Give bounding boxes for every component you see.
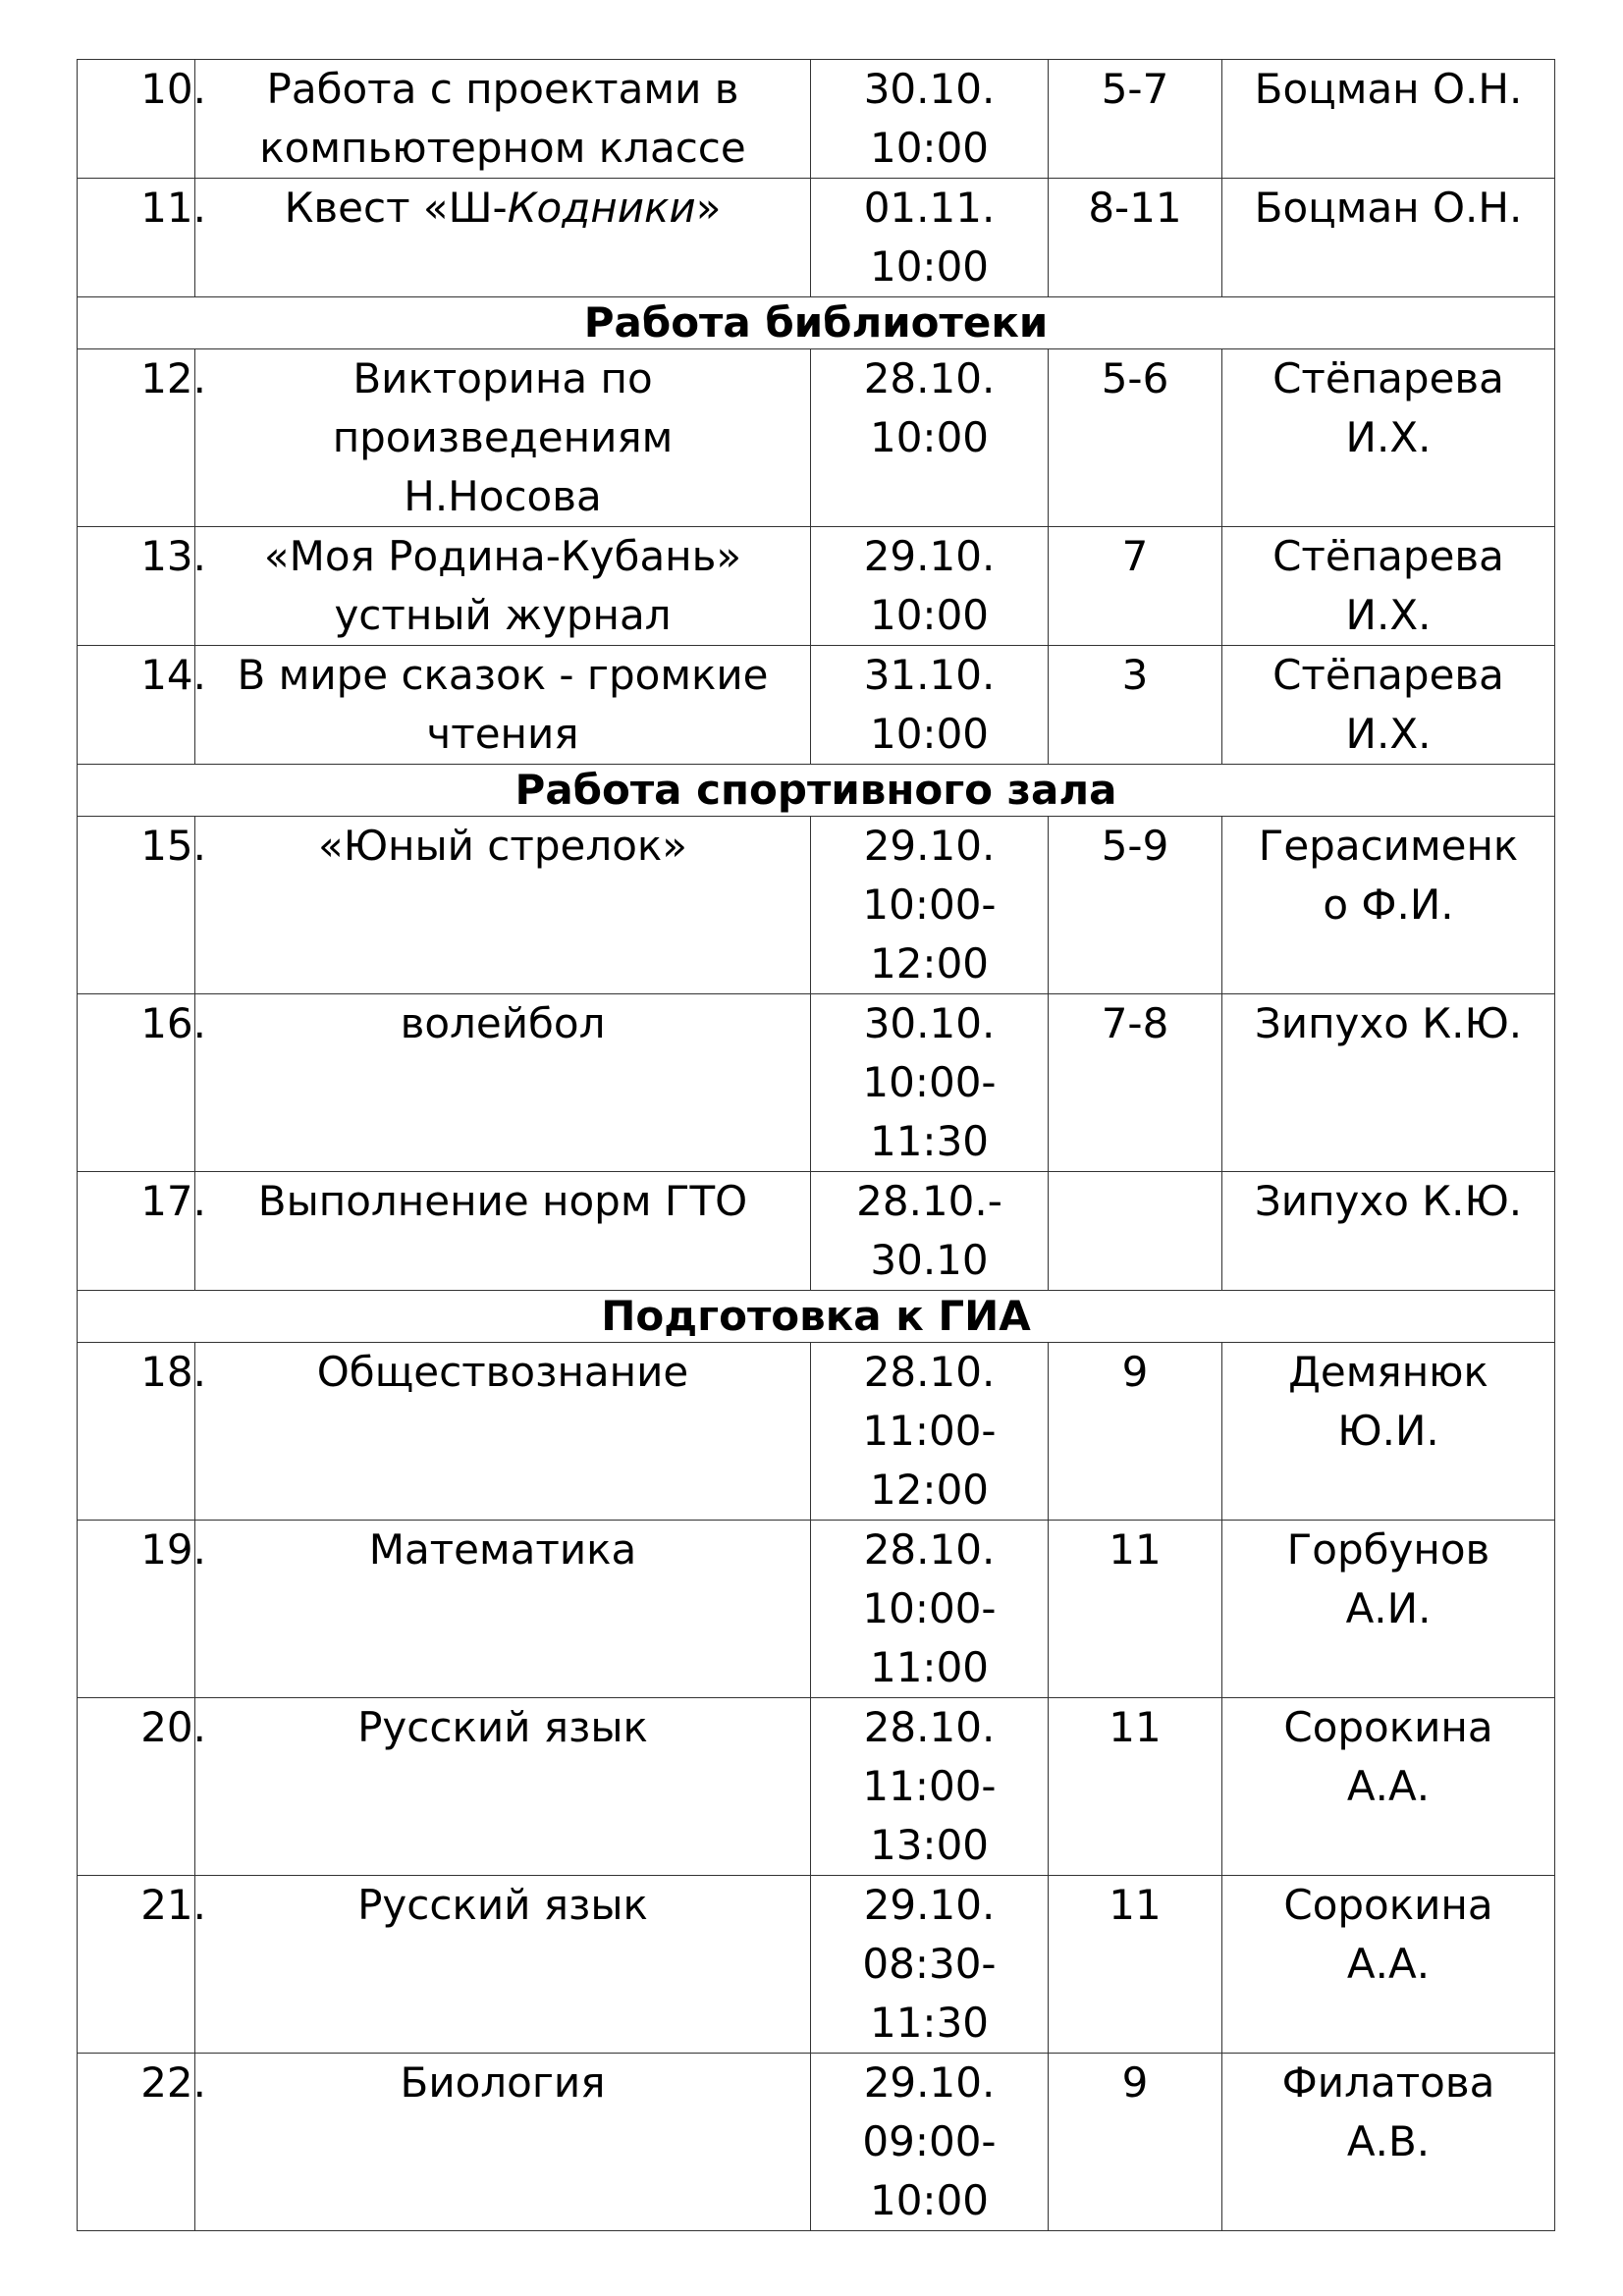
event-cell xyxy=(195,60,811,179)
responsible-cell xyxy=(1222,179,1555,297)
event-cell xyxy=(195,1698,811,1876)
row-number xyxy=(78,527,206,646)
event-italic: Кодники xyxy=(507,184,696,232)
event-cell xyxy=(195,1343,811,1521)
section-title: Работа библиотеки xyxy=(78,297,1555,349)
date-line: 10:00 xyxy=(869,413,990,461)
responsible-line: Сорокина xyxy=(1283,1881,1493,1929)
table-row xyxy=(78,527,1555,646)
responsible-line: Стёпарева xyxy=(1272,532,1504,580)
row-number-text: 22. xyxy=(140,2058,206,2107)
date-line: 11:00 xyxy=(869,1643,990,1691)
grade-cell: 9 xyxy=(1049,2054,1222,2231)
responsible-cell xyxy=(1222,60,1555,179)
section-header-row xyxy=(78,765,1555,817)
row-number-text: 13. xyxy=(140,532,206,580)
date-line: 29.10. xyxy=(863,822,996,870)
table-row xyxy=(78,817,1555,994)
responsible-cell xyxy=(1222,1876,1555,2054)
grade-cell: 5-7 xyxy=(1049,60,1222,179)
row-number xyxy=(78,1876,206,2054)
event-line: волейбол xyxy=(400,999,606,1047)
row-number-text: 19. xyxy=(140,1525,206,1574)
event-line: компьютерном классе xyxy=(259,124,746,172)
date-line: 30.10. xyxy=(863,999,996,1047)
responsible-line: Зипухо К.Ю. xyxy=(1254,1177,1523,1225)
date-line: 11:30 xyxy=(869,1999,990,2047)
table-row xyxy=(78,994,1555,1172)
event-line: Русский язык xyxy=(357,1703,648,1751)
date-line: 29.10. xyxy=(863,532,996,580)
grade-cell: 8-11 xyxy=(1049,179,1222,297)
grade-cell: 11 xyxy=(1049,1521,1222,1698)
responsible-line: Демянюк xyxy=(1288,1348,1488,1396)
row-number xyxy=(78,1698,206,1876)
date-line: 10:00 xyxy=(869,710,990,758)
event-cell xyxy=(195,1876,811,2054)
date-cell xyxy=(811,60,1049,179)
responsible-cell xyxy=(1222,646,1555,765)
row-number xyxy=(78,994,206,1172)
table-row xyxy=(78,1521,1555,1698)
section-header-row xyxy=(78,1291,1555,1343)
grade-cell: 5-9 xyxy=(1049,817,1222,994)
section-title: Работа спортивного зала xyxy=(78,765,1555,817)
date-line: 28.10.- xyxy=(856,1177,1002,1225)
date-line: 29.10. xyxy=(863,2058,996,2107)
row-number xyxy=(78,2054,206,2231)
date-line: 12:00 xyxy=(869,939,990,988)
responsible-cell xyxy=(1222,1343,1555,1521)
row-number-text: 14. xyxy=(140,651,206,699)
event-cell xyxy=(195,646,811,765)
date-cell xyxy=(811,1172,1049,1291)
event-line: устный журнал xyxy=(334,591,672,639)
date-line: 30.10. xyxy=(863,65,996,113)
date-cell xyxy=(811,1698,1049,1876)
row-number-text: 16. xyxy=(140,999,206,1047)
date-cell xyxy=(811,1521,1049,1698)
date-cell xyxy=(811,1876,1049,2054)
grade-cell: 3 xyxy=(1049,646,1222,765)
event-cell xyxy=(195,1521,811,1698)
table-row xyxy=(78,646,1555,765)
table-row xyxy=(78,1876,1555,2054)
responsible-cell xyxy=(1222,1698,1555,1876)
event-line xyxy=(195,179,810,238)
responsible-line: Боцман О.Н. xyxy=(1254,65,1523,113)
date-line: 10:00- xyxy=(862,1584,997,1632)
date-line: 29.10. xyxy=(863,1881,996,1929)
responsible-line: Сорокина xyxy=(1283,1703,1493,1751)
grade-cell: 7 xyxy=(1049,527,1222,646)
responsible-line: А.И. xyxy=(1345,1584,1432,1632)
date-line: 12:00 xyxy=(869,1466,990,1514)
row-number xyxy=(78,646,206,765)
grade-cell xyxy=(1049,1172,1222,1291)
event-line: Н.Носова xyxy=(404,472,602,520)
row-number xyxy=(78,1343,206,1521)
date-cell xyxy=(811,527,1049,646)
event-cell xyxy=(195,527,811,646)
event-line: В мире сказок - громкие xyxy=(237,651,769,699)
responsible-cell xyxy=(1222,2054,1555,2231)
row-number-text: 10. xyxy=(140,65,206,113)
section-title: Подготовка к ГИА xyxy=(78,1291,1555,1343)
date-cell xyxy=(811,817,1049,994)
responsible-line: Ю.И. xyxy=(1337,1407,1439,1455)
row-number-text: 11. xyxy=(140,184,206,232)
grade-cell: 11 xyxy=(1049,1698,1222,1876)
responsible-cell xyxy=(1222,1521,1555,1698)
event-line: чтения xyxy=(426,710,579,758)
schedule-table xyxy=(77,59,1555,2231)
event-line: Викторина по xyxy=(352,354,653,402)
event-prefix: Квест «Ш- xyxy=(284,184,508,232)
grade-cell: 7-8 xyxy=(1049,994,1222,1172)
date-cell xyxy=(811,2054,1049,2231)
event-cell xyxy=(195,2054,811,2231)
date-line: 10:00 xyxy=(869,242,990,291)
row-number-text: 17. xyxy=(140,1177,206,1225)
row-number xyxy=(78,349,206,527)
responsible-line: Герасименк xyxy=(1258,822,1519,870)
responsible-line: И.Х. xyxy=(1345,413,1432,461)
date-line: 28.10. xyxy=(863,1703,996,1751)
row-number xyxy=(78,1521,206,1698)
event-line: Биология xyxy=(400,2058,606,2107)
event-line: произведениям xyxy=(332,413,674,461)
responsible-cell xyxy=(1222,994,1555,1172)
responsible-line: И.Х. xyxy=(1345,591,1432,639)
table-row xyxy=(78,349,1555,527)
event-line: Обществознание xyxy=(316,1348,689,1396)
date-line: 30.10 xyxy=(870,1236,989,1284)
event-cell xyxy=(195,1172,811,1291)
responsible-line: Филатова xyxy=(1281,2058,1495,2107)
date-line: 11:00- xyxy=(862,1762,997,1810)
table-row xyxy=(78,2054,1555,2231)
grade-cell: 9 xyxy=(1049,1343,1222,1521)
event-line: «Юный стрелок» xyxy=(318,822,687,870)
schedule-body xyxy=(78,60,1555,2231)
responsible-line: А.А. xyxy=(1346,1762,1431,1810)
date-cell xyxy=(811,994,1049,1172)
row-number xyxy=(78,817,206,994)
date-line: 13:00 xyxy=(869,1821,990,1869)
date-line: 10:00- xyxy=(862,1058,997,1106)
date-line: 11:30 xyxy=(869,1117,990,1165)
responsible-line: А.А. xyxy=(1346,1940,1431,1988)
date-cell xyxy=(811,1343,1049,1521)
responsible-line: Стёпарева xyxy=(1272,651,1504,699)
event-line: Математика xyxy=(368,1525,637,1574)
event-cell xyxy=(195,994,811,1172)
responsible-line: Стёпарева xyxy=(1272,354,1504,402)
date-line: 31.10. xyxy=(863,651,996,699)
row-number-text: 20. xyxy=(140,1703,206,1751)
event-line: «Моя Родина-Кубань» xyxy=(263,532,742,580)
row-number xyxy=(78,60,206,179)
date-cell xyxy=(811,646,1049,765)
date-line: 01.11. xyxy=(863,184,996,232)
section-header-row xyxy=(78,297,1555,349)
date-line: 11:00- xyxy=(862,1407,997,1455)
event-suffix: » xyxy=(695,184,722,232)
responsible-line: Горбунов xyxy=(1286,1525,1490,1574)
responsible-line: Боцман О.Н. xyxy=(1254,184,1523,232)
row-number-text: 15. xyxy=(140,822,206,870)
event-line: Русский язык xyxy=(357,1881,648,1929)
row-number xyxy=(78,179,206,297)
grade-cell: 11 xyxy=(1049,1876,1222,2054)
responsible-line: Зипухо К.Ю. xyxy=(1254,999,1523,1047)
table-row xyxy=(78,179,1555,297)
date-line: 28.10. xyxy=(863,1525,996,1574)
row-number-text: 18. xyxy=(140,1348,206,1396)
responsible-cell xyxy=(1222,527,1555,646)
row-number-text: 21. xyxy=(140,1881,206,1929)
event-cell xyxy=(195,179,811,297)
responsible-line: И.Х. xyxy=(1345,710,1432,758)
responsible-cell xyxy=(1222,817,1555,994)
table-row xyxy=(78,1698,1555,1876)
date-line: 10:00 xyxy=(869,124,990,172)
date-line: 09:00- xyxy=(862,2117,997,2165)
date-cell xyxy=(811,349,1049,527)
date-cell xyxy=(811,179,1049,297)
row-number xyxy=(78,1172,206,1291)
date-line: 08:30- xyxy=(862,1940,997,1988)
date-line: 10:00- xyxy=(862,881,997,929)
responsible-line: о Ф.И. xyxy=(1323,881,1454,929)
date-line: 28.10. xyxy=(863,354,996,402)
date-line: 28.10. xyxy=(863,1348,996,1396)
event-line: Работа с проектами в xyxy=(266,65,739,113)
table-row xyxy=(78,1343,1555,1521)
event-cell xyxy=(195,817,811,994)
date-line: 10:00 xyxy=(869,2176,990,2224)
responsible-cell xyxy=(1222,349,1555,527)
table-row xyxy=(78,60,1555,179)
table-row xyxy=(78,1172,1555,1291)
event-cell xyxy=(195,349,811,527)
row-number-text: 12. xyxy=(140,354,206,402)
event-line: Выполнение норм ГТО xyxy=(257,1177,748,1225)
responsible-line: А.В. xyxy=(1346,2117,1431,2165)
date-line: 10:00 xyxy=(869,591,990,639)
responsible-cell xyxy=(1222,1172,1555,1291)
grade-cell: 5-6 xyxy=(1049,349,1222,527)
